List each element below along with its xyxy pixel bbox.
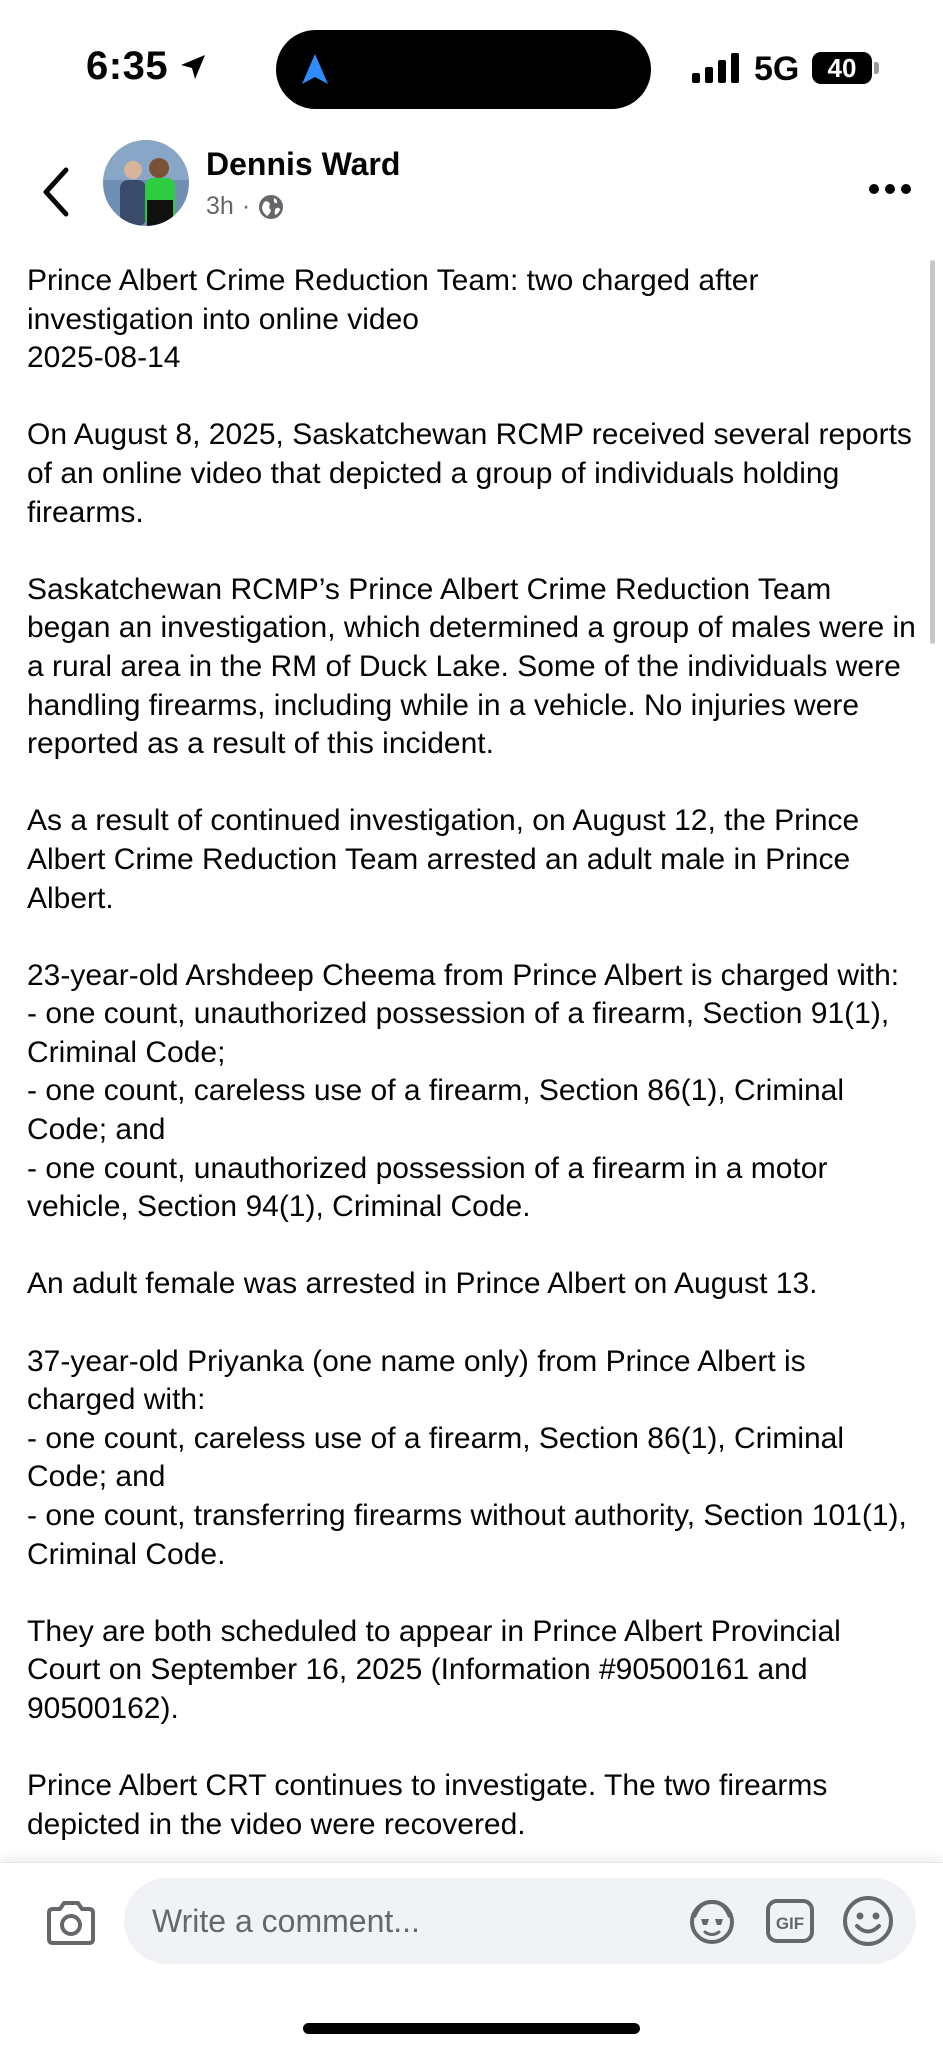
post-paragraph: An adult female was arrested in Prince Albert on August 13. xyxy=(27,1267,818,1301)
globe-icon xyxy=(258,194,284,220)
post-meta xyxy=(206,192,284,221)
post-paragraph: As a result of continued investigation, on August 12, the Prince Albert Crime Reduction Team arrested an adult male in Prince Albert. xyxy=(27,804,860,915)
post-paragraph: Saskatchewan RCMP’s Prince Albert Crime Reduction Team began an investigation, which determined a group of males were in a rural area in the RM of Duck Lake. Some of the individuals were handling firearms, including while in a vehicle. No injuries were reported as a result of this incident. xyxy=(27,572,916,761)
network-type: 5G xyxy=(754,50,800,88)
home-indicator[interactable] xyxy=(303,2023,640,2034)
scrollbar[interactable] xyxy=(930,260,935,644)
status-bar xyxy=(0,0,943,140)
post-paragraph: On August 8, 2025, Saskatchewan RCMP received several reports of an online video that depicted a group of individuals holding firearms. xyxy=(27,418,912,529)
battery-level: 40 xyxy=(827,53,857,83)
post-header xyxy=(0,140,943,248)
location-arrow-icon xyxy=(178,52,208,82)
author-avatar[interactable] xyxy=(103,140,189,226)
post-paragraph: Prince Albert CRT continues to investigate. The two firearms depicted in the video were recovered. xyxy=(27,1769,828,1841)
post-paragraph: 23-year-old Arshdeep Cheema from Prince Albert is charged with: - one count, unauthorized possession of a firearm, Section 91(1), Criminal Code; - one count, careless use of a firearm, Section 86(1), Criminal Code; and - one count, unauthorized possession of a firearm in a motor vehicle, Section 94(1), Criminal Code. xyxy=(27,958,900,1224)
comment-placeholder: Write a comment... xyxy=(152,1903,420,1939)
battery-icon xyxy=(812,52,872,84)
signal-icon xyxy=(692,53,740,83)
emoji-icon[interactable] xyxy=(840,1893,896,1949)
author-name[interactable]: Dennis Ward xyxy=(206,146,401,182)
avatar-sticker-icon[interactable] xyxy=(686,1895,738,1947)
camera-icon[interactable] xyxy=(43,1895,99,1951)
post-paragraph: Prince Albert Crime Reduction Team: two charged after investigation into online video 2025-08-14 xyxy=(27,264,759,375)
post-paragraph: 37-year-old Priyanka (one name only) from Prince Albert is charged with: - one count, careless use of a firearm, Section 86(1), Criminal Code; and - one count, transferring firearms without authority, Section 101(1), Criminal Code. xyxy=(27,1344,907,1571)
more-options-icon[interactable] xyxy=(866,174,914,204)
dynamic-island xyxy=(276,30,651,109)
post-timestamp[interactable]: 3h xyxy=(206,192,234,220)
back-chevron-icon[interactable] xyxy=(34,160,78,224)
meta-separator: · xyxy=(241,192,251,220)
post-body xyxy=(27,262,917,1862)
status-time: 6:35 xyxy=(86,44,169,88)
gif-icon[interactable] xyxy=(764,1895,816,1947)
navigation-icon xyxy=(300,52,330,86)
post-paragraph: They are both scheduled to appear in Prince Albert Provincial Court on September 16, 2025 (Information #90500161 and 90500162). xyxy=(27,1614,841,1725)
battery-cap xyxy=(874,62,879,74)
avatar-photo xyxy=(103,140,189,226)
gif-label: GIF xyxy=(775,1914,805,1933)
comment-bar xyxy=(0,1862,943,2049)
